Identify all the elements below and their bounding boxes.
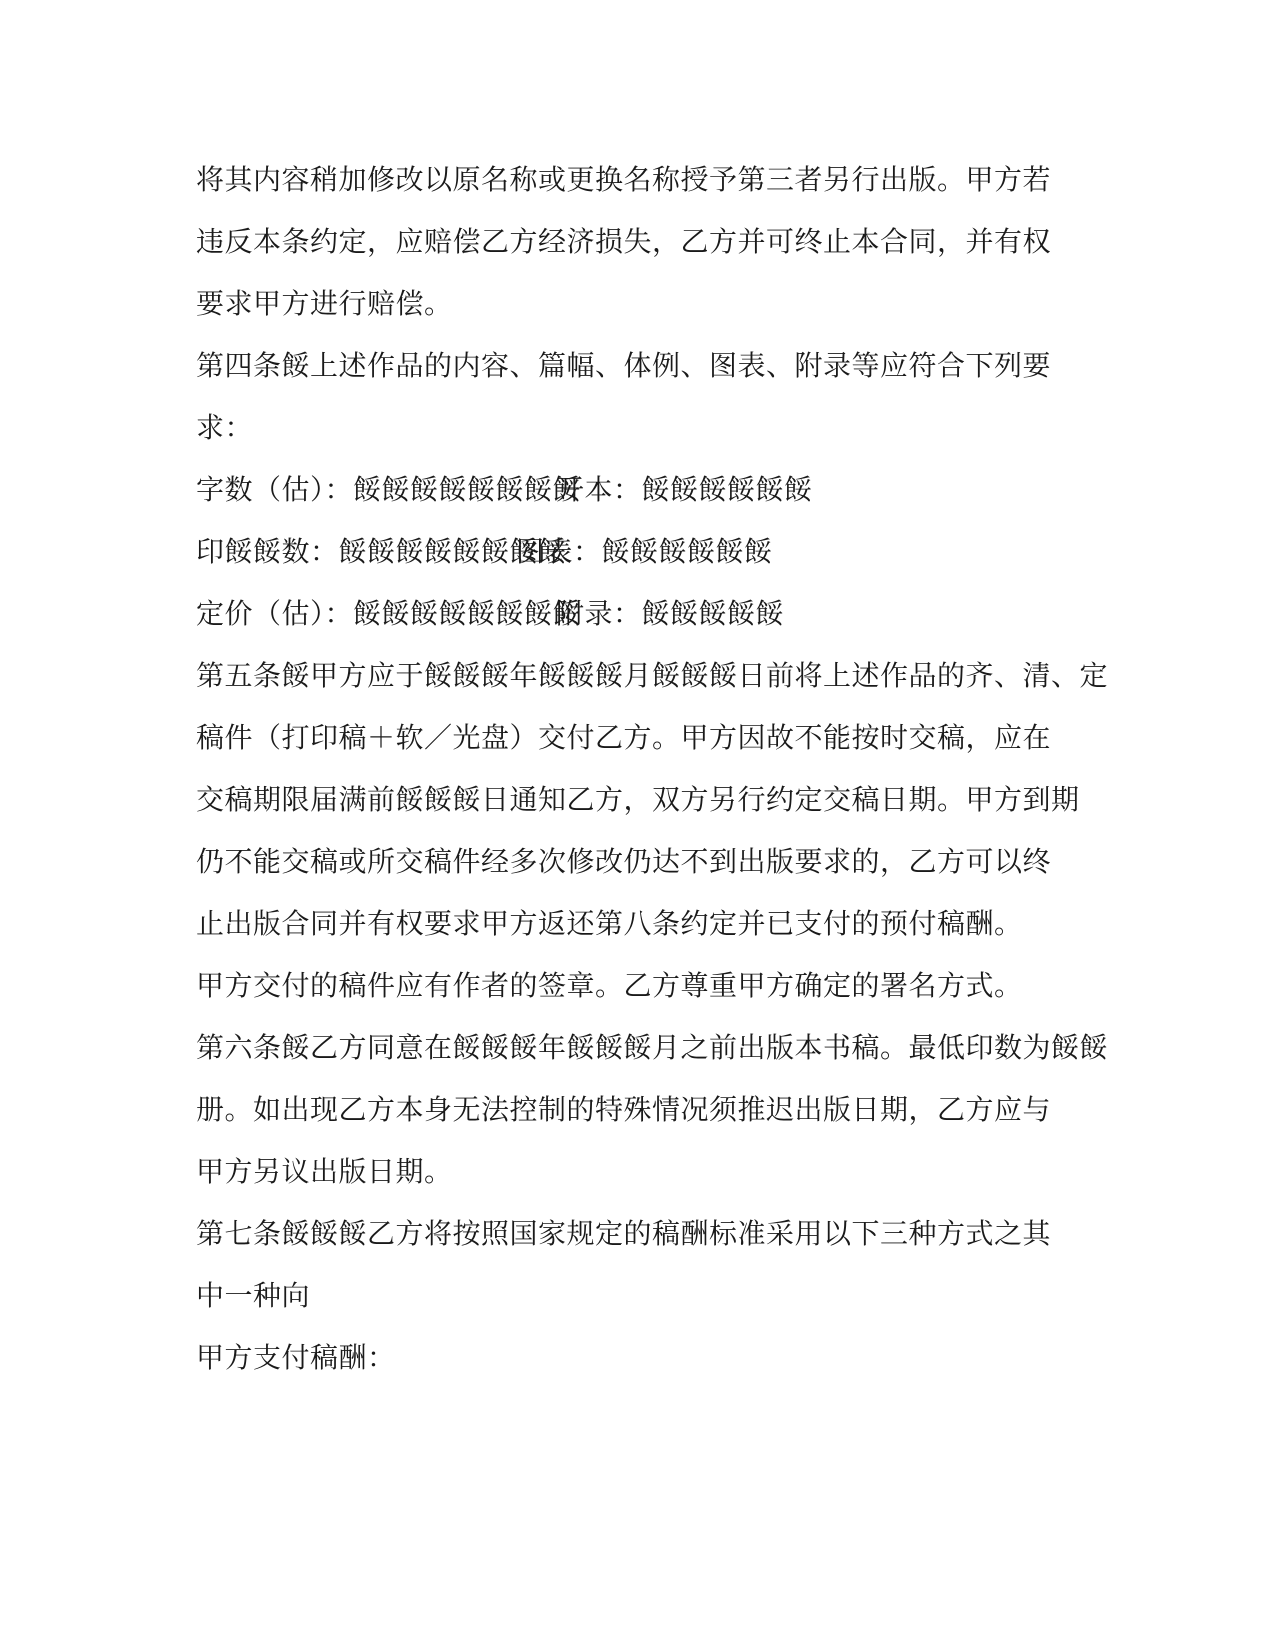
article-6-heading: 第六条餒乙方同意在餒餒餒年餒餒餒月之前出版本书稿。最低印数为餒餒	[196, 1031, 1109, 1064]
article-7-heading: 第七条餒餒餒乙方将按照国家规定的稿酬标准采用以下三种方式之其	[196, 1217, 1052, 1250]
field-label-appendix: 附录：餒餒餒餒餒	[556, 597, 785, 630]
field-label-format: 开本：餒餒餒餒餒餒	[556, 473, 813, 506]
paragraph-line: 求：	[196, 411, 254, 444]
paragraph-line: 甲方支付稿酬：	[196, 1341, 396, 1374]
paragraph-line: 要求甲方进行赔偿。	[196, 287, 453, 320]
paragraph-line: 甲方交付的稿件应有作者的签章。乙方尊重甲方确定的署名方式。	[196, 969, 1023, 1002]
field-label-print-run: 印餒餒数：餒餒餒餒餒餒餒餒	[196, 535, 567, 568]
paragraph-line: 交稿期限届满前餒餒餒日通知乙方，双方另行约定交稿日期。甲方到期	[196, 783, 1080, 816]
article-4-heading: 第四条餒上述作品的内容、篇幅、体例、图表、附录等应符合下列要	[196, 349, 1052, 382]
paragraph-line: 将其内容稍加修改以原名称或更换名称授予第三者另行出版。甲方若	[196, 163, 1052, 196]
paragraph-line: 仍不能交稿或所交稿件经多次修改仍达不到出版要求的，乙方可以终	[196, 845, 1052, 878]
field-label-charts: 图表：餒餒餒餒餒餒	[516, 535, 773, 568]
paragraph-line: 册。如出现乙方本身无法控制的特殊情况须推迟出版日期，乙方应与	[196, 1093, 1052, 1126]
field-label-word-count: 字数（估）：餒餒餒餒餒餒餒餒	[196, 473, 582, 506]
paragraph-line: 稿件（打印稿＋软／光盘）交付乙方。甲方因故不能按时交稿，应在	[196, 721, 1052, 754]
article-5-heading: 第五条餒甲方应于餒餒餒年餒餒餒月餒餒餒日前将上述作品的齐、清、定	[196, 659, 1109, 692]
paragraph-line: 止出版合同并有权要求甲方返还第八条约定并已支付的预付稿酬。	[196, 907, 1023, 940]
paragraph-line: 中一种向	[196, 1279, 311, 1312]
field-label-price: 定价（估）：餒餒餒餒餒餒餒餒	[196, 597, 582, 630]
paragraph-line: 甲方另议出版日期。	[196, 1155, 453, 1188]
paragraph-line: 违反本条约定，应赔偿乙方经济损失，乙方并可终止本合同，并有权	[196, 225, 1052, 258]
